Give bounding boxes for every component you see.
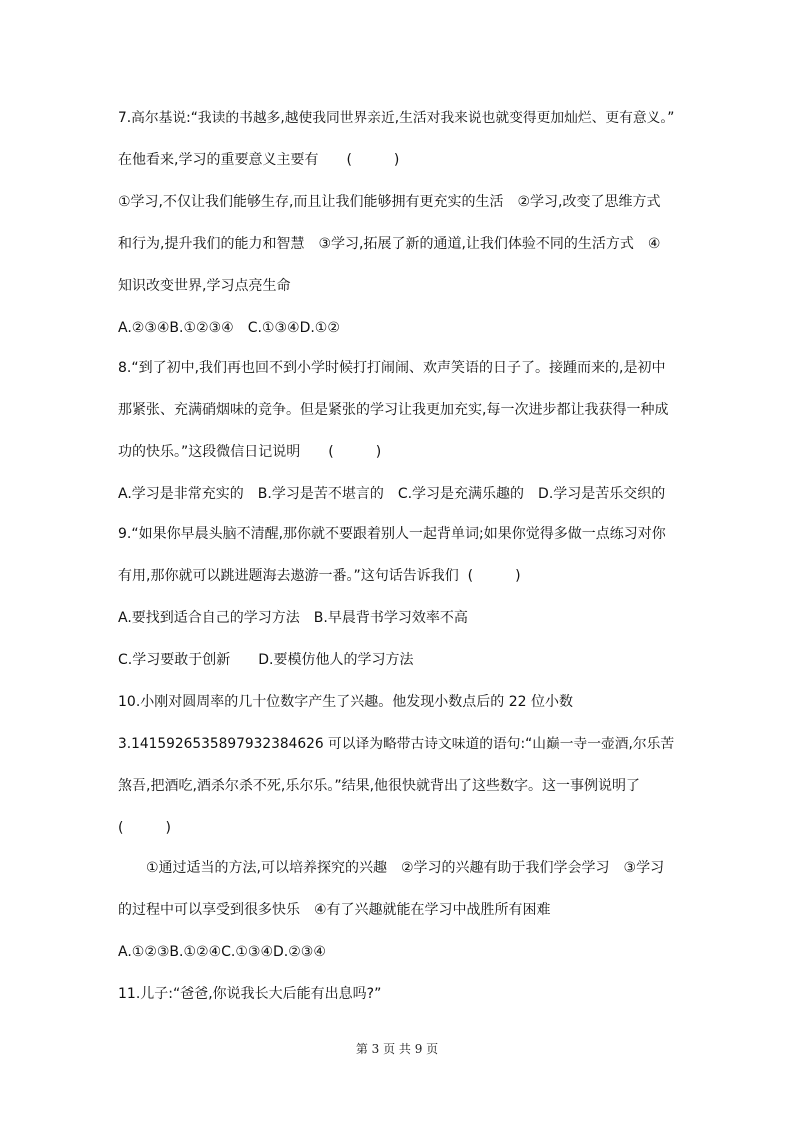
q7-stem-line-1: 7.高尔基说:“我读的书越多,越使我同世界亲近,生活对我来说也就变得更加灿烂、更有意义。” xyxy=(118,110,675,126)
q7-choices: A.②③④B.①②③④ C.①③④D.①② xyxy=(118,320,340,336)
q10-stem-line-2: 3.1415926535897932384626 可以译为略带古诗文味道的语句:“山巅一寺一壶酒,尔乐苦 xyxy=(118,736,675,752)
q7-option-line-1: ①学习,不仅让我们能够生存,而且让我们能够拥有更充实的生活 ②学习,改变了思维方式 xyxy=(118,194,661,210)
q8-choices: A.学习是非常充实的 B.学习是苦不堪言的 C.学习是充满乐趣的 D.学习是苦乐交织的 xyxy=(118,486,666,502)
q8-stem-line-2: 那紧张、充满硝烟味的竞争。但是紧张的学习让我更加充实,每一次进步都让我获得一种成 xyxy=(118,402,669,418)
q10-option-line-2: 的过程中可以享受到很多快乐 ④有了兴趣就能在学习中战胜所有困难 xyxy=(118,902,551,918)
q7-option-line-2: 和行为,提升我们的能力和智慧 ③学习,拓展了新的通道,让我们体验不同的生活方式 ④ xyxy=(118,236,661,252)
q7-option-line-3: 知识改变世界,学习点亮生命 xyxy=(118,278,291,294)
q9-stem-line-1: 9.“如果你早晨头脑不清醒,那你就不要跟着别人一起背单词;如果你觉得多做一点练习对你 xyxy=(118,526,666,542)
q7-stem-line-2: 在他看来,学习的重要意义主要有 ( ) xyxy=(118,152,400,168)
q10-choices: A.①②③B.①②④C.①③④D.②③④ xyxy=(118,944,326,960)
page-footer: 第 3 页 共 9 页 xyxy=(355,1042,439,1056)
q10-stem-line-1: 10.小刚对圆周率的几十位数字产生了兴趣。他发现小数点后的 22 位小数 xyxy=(118,694,573,710)
q8-stem-line-3: 功的快乐。”这段微信日记说明 ( ) xyxy=(118,444,382,460)
q8-stem-line-1: 8.“到了初中,我们再也回不到小学时候打打闹闹、欢声笑语的日子了。接踵而来的,是初中 xyxy=(118,360,666,376)
q10-stem-line-4: ( ) xyxy=(118,820,171,836)
q10-option-line-1: ①通过适当的方法,可以培养探究的兴趣 ②学习的兴趣有助于我们学会学习 ③学习 xyxy=(146,860,665,876)
q9-choices-line-2: C.学习要敢于创新 D.要模仿他人的学习方法 xyxy=(118,652,414,668)
q9-choices-line-1: A.要找到适合自己的学习方法 B.早晨背书学习效率不高 xyxy=(118,610,468,626)
q11-stem-line-1: 11.儿子:“爸爸,你说我长大后能有出息吗?” xyxy=(118,986,382,1002)
q9-stem-line-2: 有用,那你就可以跳进题海去遨游一番。”这句话告诉我们 ( ) xyxy=(118,568,521,584)
q10-stem-line-3: 煞吾,把酒吃,酒杀尔杀不死,乐尔乐。”结果,他很快就背出了这些数字。这一事例说明了 xyxy=(118,778,641,794)
